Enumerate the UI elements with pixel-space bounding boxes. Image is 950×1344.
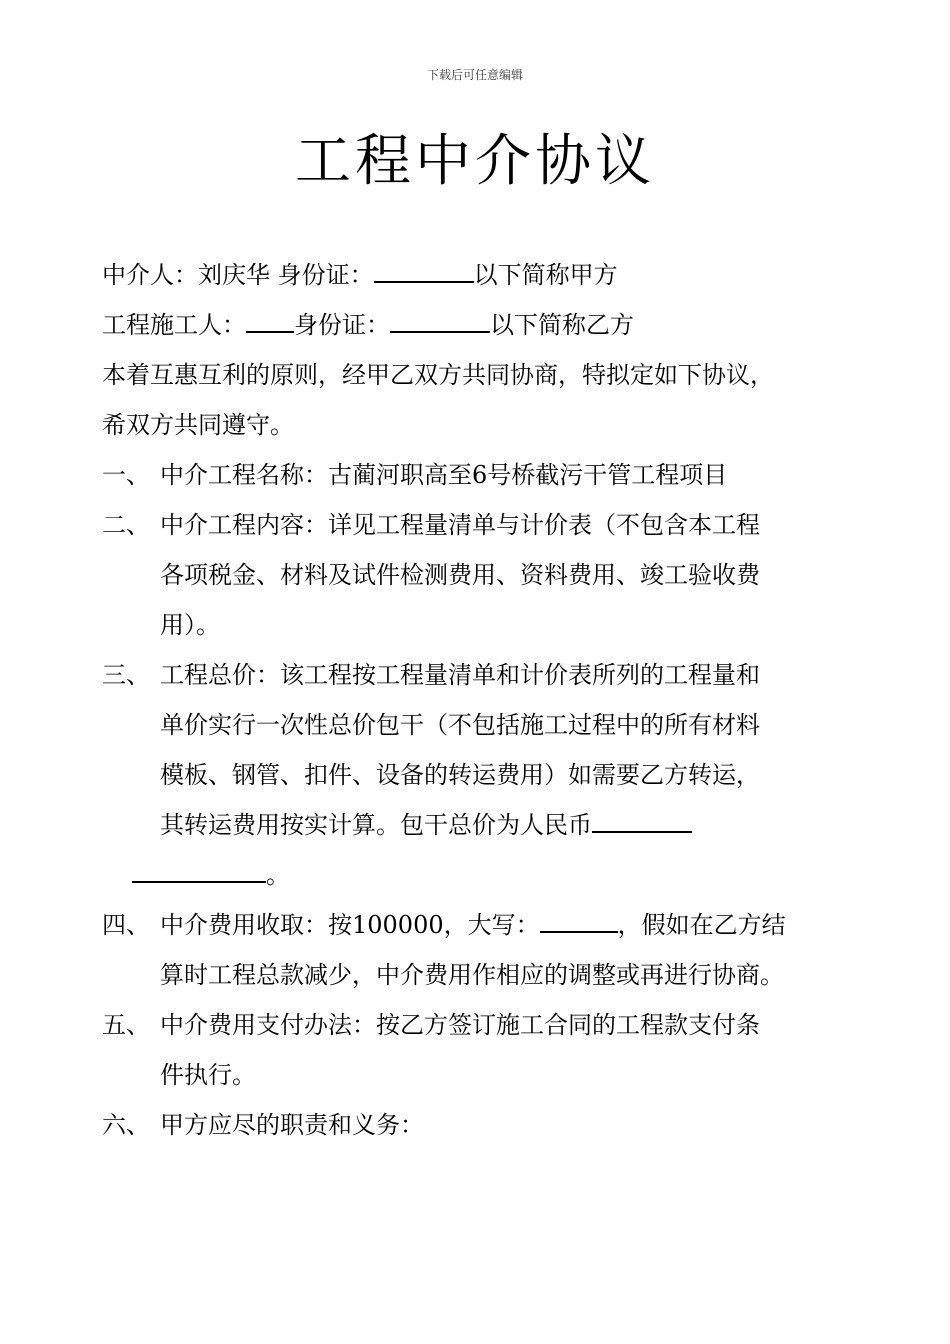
intro-line-2: 希双方共同遵守。 <box>102 411 294 439</box>
document-body <box>102 250 822 1150</box>
total-price-continuation <box>102 850 822 900</box>
clause-text: 中介工程名称：古蔺河职高至6号桥截污干管工程项目 <box>160 461 728 489</box>
clause-text: 中介工程内容：详见工程量清单与计价表（不包含本工程 <box>160 511 760 539</box>
clause-1 <box>102 450 822 500</box>
clause-number: 二、 <box>102 511 150 539</box>
clause-text-with-blank <box>160 800 822 850</box>
intro-line-1: 本着互惠互利的原则，经甲乙双方共同协商，特拟定如下协议， <box>102 361 774 389</box>
party-b-name-blank <box>246 303 294 333</box>
party-b-id-blank <box>390 303 490 333</box>
party-a-line <box>102 250 822 300</box>
clause-text-with-blank <box>160 900 822 950</box>
clause-text: 模板、钢管、扣件、设备的转运费用）如需要乙方转运， <box>160 761 760 789</box>
document-title: 工程中介协议 <box>295 129 655 194</box>
clause-number: 一、 <box>102 461 150 489</box>
fee-uppercase-blank <box>540 903 618 933</box>
clause-text: 中介费用收取：按100000，大写： <box>160 911 540 939</box>
clause-text: ，假如在乙方结 <box>617 911 786 939</box>
clause-text: 各项税金、材料及试件检测费用、资料费用、竣工验收费 <box>160 561 760 589</box>
clause-text: 甲方应尽的职责和义务： <box>160 1111 424 1139</box>
clause-5 <box>102 1000 822 1100</box>
clause-text: 用）。 <box>160 611 220 639</box>
party-b-prefix: 工程施工人： <box>102 311 246 339</box>
party-b-suffix: 以下简称乙方 <box>490 311 634 339</box>
header-note: 下载后可任意编辑 <box>426 68 523 82</box>
party-a-prefix: 中介人：刘庆华 身份证： <box>102 261 374 289</box>
clause-text: 算时工程总款减少，中介费用作相应的调整或再进行协商。 <box>160 961 784 989</box>
clause-number: 三、 <box>102 661 150 689</box>
party-a-id-blank <box>374 253 474 283</box>
party-a-suffix: 以下简称甲方 <box>473 261 618 289</box>
clause-text: 单价实行一次性总价包干（不包括施工过程中的所有材料 <box>160 711 760 739</box>
period: 。 <box>266 861 290 889</box>
clause-text: 其转运费用按实计算。包干总价为人民币 <box>160 811 592 839</box>
total-price-blank <box>592 803 692 833</box>
party-b-middle: 身份证： <box>294 311 390 339</box>
clause-3 <box>102 650 822 850</box>
clause-text: 件执行。 <box>160 1061 256 1089</box>
clause-number: 五、 <box>102 1011 150 1039</box>
clause-number: 六、 <box>102 1111 150 1139</box>
party-b-line <box>102 300 822 350</box>
clause-number: 四、 <box>102 911 150 939</box>
clause-4 <box>102 900 822 1000</box>
clause-6 <box>102 1100 822 1150</box>
clause-text: 工程总价：该工程按工程量清单和计价表所列的工程量和 <box>160 661 760 689</box>
clause-2 <box>102 500 822 650</box>
clause-text: 中介费用支付办法：按乙方签订施工合同的工程款支付条 <box>160 1011 760 1039</box>
total-price-blank-continued <box>132 853 266 883</box>
